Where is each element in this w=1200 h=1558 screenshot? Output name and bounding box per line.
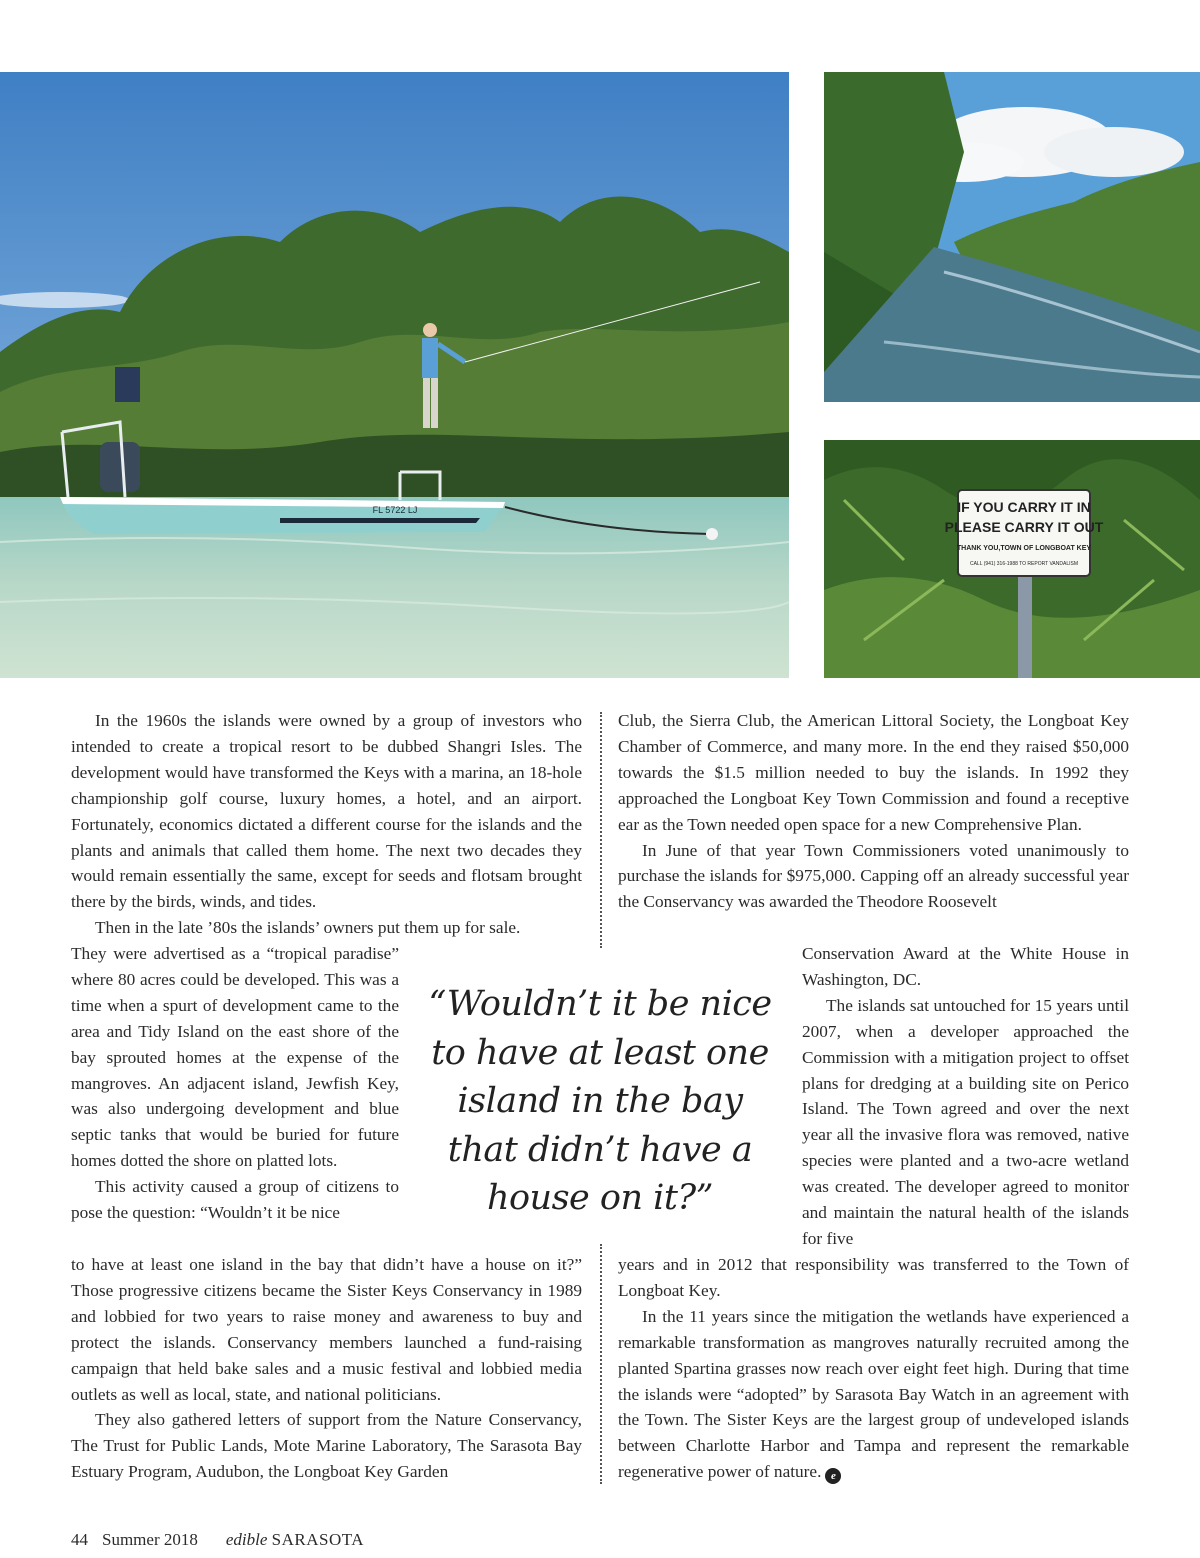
paragraph-text: In the 11 years since the mitigation the wetlands have experienced a remarkable transformation as mangroves naturally recruited among the planted Spartina grasses now reach over eight feet high. During that time the islands were “adopted” by Sarasota Bay Watch in an agreement with the Town. The Sister Keys are the largest group of undeveloped islands between Charlotte Harbor and Tampa and represent the remarkable regenerative power of nature. [618,1306,1129,1482]
publication-name-caps: SARASOTA [271,1530,365,1549]
article-left-top [71,708,582,941]
article-left-bottom [71,1252,582,1485]
pull-quote-line: to have at least one [431,1032,769,1073]
sign-line-2: PLEASE CARRY IT OUT [944,519,1104,535]
mangrove-channel-photo [824,72,1200,402]
pull-quote [422,980,778,1223]
article-right-narrow [802,941,1129,1252]
sign-line-4: CALL (941) 316-1988 TO REPORT VANDALISM [969,561,1079,567]
issue-date: Summer 2018 [102,1530,198,1549]
publication-name-italic: edible [225,1530,268,1549]
paragraph: Then in the late ’80s the islands’ owners put them up for sale. [95,918,521,938]
paragraph: In June of that year Town Commissioners voted unanimously to purchase the islands for $975,000. Capping off an already successful year the Conservancy was awarded the Theodore Roosevelt [618,840,1129,912]
paragraph: In the 1960s the islands were owned by a group of investors who intended to create a tropical resort to be dubbed Shangri Isles. The development would have transformed the Keys with a marina, an 18-hole championship golf course, luxury homes, a hotel, and an airport. Fortunately, economics dictated a different course for the islands and the plants and animals that called them home. The next two decades they would remain essentially the same, except for seeds and flotsam brought there by the birds, winds, and tides. [71,711,582,912]
angler-boat-illustration [0,72,789,678]
pull-quote-line: island in the bay [457,1081,743,1121]
paragraph: The islands sat untouched for 15 years until 2007, when a developer approached the Commission with a mitigation project to offset plans for dredging at a building site on Perico Island. The Town agreed and over the next year all the invasive flora was removed, native species were planted and a two-acre wetland was created. The developer agreed to monitor and maintain the natural health of the islands for five [802,995,1129,1248]
main-photo-angler-boat [0,72,789,678]
pull-quote-line: “Wouldn’t it be nice [428,984,772,1024]
paragraph: Conservation Award at the White House in Washington, DC. [802,944,1129,989]
paragraph: years and in 2012 that responsibility was transferred to the Town of Longboat Key. [618,1255,1129,1300]
page-footer [71,1530,364,1550]
column-divider [600,712,602,948]
article-right-bottom [618,1252,1129,1485]
sign-in-foliage-illustration [824,440,1200,678]
carry-it-out-sign-photo [824,440,1200,678]
paragraph: They also gathered letters of support from the Nature Conservancy, The Trust for Public Lands, Mote Marine Laboratory, The Sarasota Bay Estuary Program, Audubon, the Longboat Key Garden [71,1410,582,1482]
page-number: 44 [71,1530,88,1549]
paragraph: Club, the Sierra Club, the American Littoral Society, the Longboat Key Chamber of Commerce, and many more. In the end they raised $50,000 towards the $1.5 million needed to buy the islands. In 1992 they approached the Longboat Key Town Commission and found a receptive ear as the Town needed open space for a new Comprehensive Plan. [618,711,1129,834]
boat-registration: FL 5722 LJ [372,505,418,515]
sign-line-3: THANK YOU,TOWN OF LONGBOAT KEY [956,545,1092,552]
article-left-narrow [71,941,399,1226]
pull-quote-line: house on it?” [486,1178,714,1218]
pull-quote-line: that didn’t have a [447,1129,753,1170]
end-mark-icon: e [825,1468,841,1484]
paragraph: This activity caused a group of citizens to pose the question: “Wouldn’t it be nice [71,1177,399,1223]
sign-line-1: IF YOU CARRY IT IN [957,499,1091,515]
column-divider [600,1244,602,1484]
paragraph-with-end-mark [618,1304,1129,1485]
paragraph: to have at least one island in the bay that didn’t have a house on it?” Those progressive citizens became the Sister Keys Conservancy in 1989 and lobbied for two years to raise money and awareness to buy and protect the islands. Conservancy members launched a fund-raising campaign that held bake sales and a music festival and lobbied media outlets as well as local, state, and national politicians. [71,1255,582,1404]
article-right-top [618,708,1129,915]
mangrove-channel-illustration [824,72,1200,402]
paragraph: They were advertised as a “tropical paradise” where 80 acres could be developed. This was a time when a spurt of development came to the area and Tidy Island on the east shore of the bay sprouted homes at the expense of the mangroves. An adjacent island, Jewfish Key, was also undergoing development and blue septic tanks that would be buried for future homes dotted the shore on platted lots. [71,944,399,1171]
